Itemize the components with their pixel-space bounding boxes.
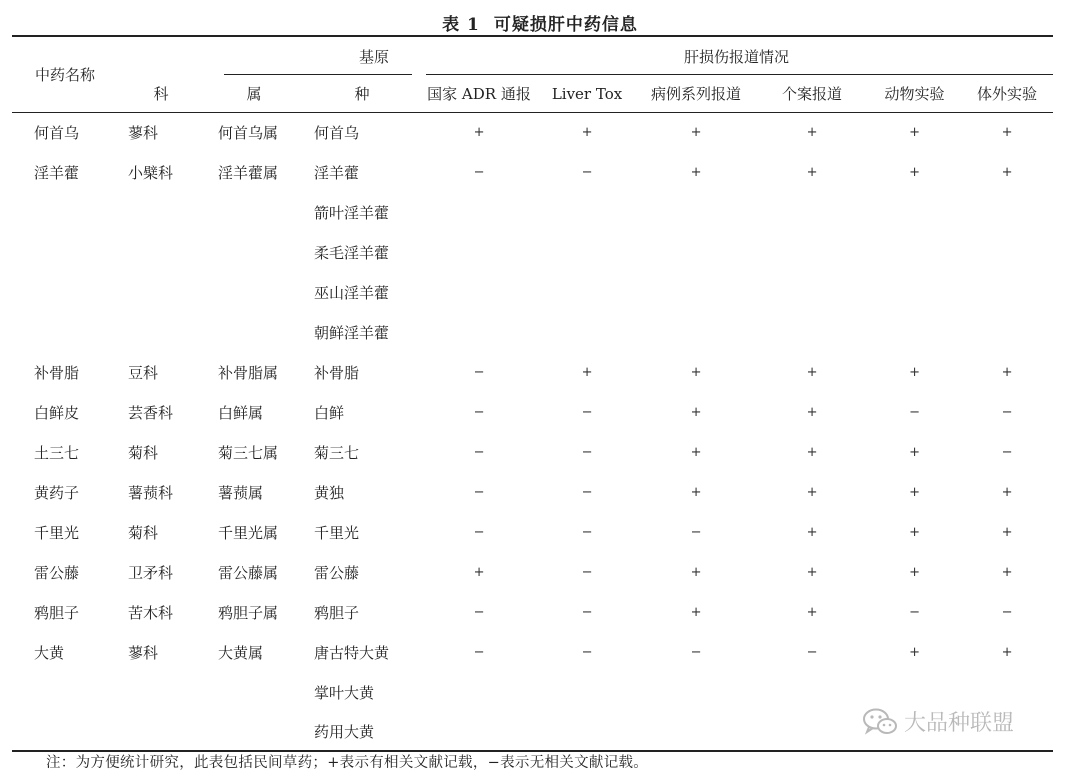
cell-name: 淫羊藿 (34, 163, 80, 182)
header-base: 基原 (118, 36, 420, 75)
table-number: 表 1 (442, 15, 480, 35)
cell-mark (636, 712, 756, 751)
cell-family: 豆科 (128, 363, 159, 382)
cell-mark: + (1001, 484, 1013, 500)
cell-species: 掌叶大黄 (314, 683, 375, 702)
cell-mark: + (806, 364, 818, 380)
header-name: 中药名称 (12, 36, 118, 113)
cell-family: 蓼科 (128, 643, 159, 662)
wechat-icon (862, 707, 898, 737)
table-row (12, 352, 1053, 392)
header-case-report: 个案报道 (782, 85, 843, 103)
cell-mark (756, 192, 868, 232)
cell-mark (636, 192, 756, 232)
cell-mark: − (581, 404, 593, 420)
cell-genus (204, 232, 304, 272)
cell-family (118, 712, 204, 751)
cell-family: 菊科 (128, 443, 159, 462)
cell-mark (538, 232, 636, 272)
header-liver: 肝损伤报道情况 (420, 36, 1053, 75)
cell-mark: + (1001, 364, 1013, 380)
table-title (0, 10, 1080, 35)
cell-mark: + (806, 164, 818, 180)
cell-species: 朝鲜淫羊藿 (314, 323, 390, 342)
cell-mark: − (473, 364, 485, 380)
table-row (12, 552, 1053, 592)
cell-genus: 菊三七属 (218, 443, 279, 462)
cell-mark (961, 192, 1053, 232)
cell-mark: + (473, 564, 485, 580)
cell-mark: + (473, 125, 485, 140)
cell-mark (961, 272, 1053, 312)
cell-species: 柔毛淫羊藿 (314, 243, 390, 262)
cell-mark: + (1001, 125, 1013, 140)
header-invitro: 体外实验 (977, 85, 1038, 103)
cell-name: 补骨脂 (34, 363, 80, 382)
cell-mark: + (909, 564, 920, 580)
cell-mark: − (473, 404, 485, 420)
cell-mark (420, 712, 538, 751)
cell-mark: + (690, 364, 702, 380)
cell-name: 雷公藤 (34, 563, 80, 582)
cell-mark: − (581, 444, 593, 460)
cell-species: 唐古特大黄 (314, 643, 390, 662)
table-row (12, 192, 1053, 232)
cell-species: 药用大黄 (314, 722, 375, 741)
cell-genus (204, 712, 304, 751)
cell-mark: + (909, 484, 920, 500)
cell-family: 芸香科 (128, 403, 174, 422)
cell-genus: 薯蓣属 (218, 483, 264, 502)
cell-mark: + (806, 125, 818, 140)
cell-mark (420, 272, 538, 312)
cell-mark (538, 672, 636, 712)
header-family: 科 (153, 85, 169, 103)
cell-family (118, 272, 204, 312)
header-livertox: Liver Tox (551, 84, 623, 103)
cell-mark (420, 192, 538, 232)
cell-name (12, 312, 118, 352)
cell-mark (636, 672, 756, 712)
cell-mark (420, 312, 538, 352)
cell-mark: + (1001, 524, 1013, 540)
table-row (12, 472, 1053, 512)
cell-mark: − (473, 644, 485, 660)
cell-family: 苦木科 (128, 603, 174, 622)
cell-species: 菊三七 (314, 443, 360, 462)
cell-mark (961, 232, 1053, 272)
cell-mark: − (473, 164, 485, 180)
cell-species: 雷公藤 (314, 563, 360, 582)
cell-mark (538, 712, 636, 751)
cell-mark (868, 312, 961, 352)
cell-family (118, 232, 204, 272)
cell-name: 黄药子 (34, 483, 80, 502)
table-row (12, 432, 1053, 472)
cell-name (12, 712, 118, 751)
cell-mark: + (690, 444, 702, 460)
cell-mark: + (909, 444, 920, 460)
herb-table (12, 35, 1053, 752)
watermark-text: 大品种联盟 (904, 711, 1015, 736)
cell-name (12, 192, 118, 232)
cell-mark: − (806, 644, 818, 660)
cell-mark: − (690, 524, 702, 540)
cell-mark: + (1001, 564, 1013, 580)
cell-mark (868, 192, 961, 232)
cell-mark (538, 192, 636, 232)
cell-mark (420, 232, 538, 272)
cell-name (12, 272, 118, 312)
cell-mark: + (1001, 644, 1013, 660)
cell-mark (636, 312, 756, 352)
cell-mark: + (909, 524, 920, 540)
cell-mark (538, 312, 636, 352)
cell-name (12, 672, 118, 712)
cell-mark: − (909, 404, 920, 420)
table-row (12, 232, 1053, 272)
cell-mark (756, 312, 868, 352)
header-animal: 动物实验 (884, 85, 945, 103)
cell-species: 淫羊藿 (314, 163, 360, 182)
cell-species: 何首乌 (314, 124, 360, 142)
cell-mark: + (690, 484, 702, 500)
cell-genus (204, 672, 304, 712)
cell-mark: + (690, 604, 702, 620)
cell-mark (756, 272, 868, 312)
table-body (12, 113, 1053, 752)
cell-family (118, 672, 204, 712)
table-header (12, 36, 1053, 113)
cell-species: 千里光 (314, 523, 360, 542)
cell-mark (636, 272, 756, 312)
cell-family: 薯蓣科 (128, 483, 174, 502)
cell-genus (204, 312, 304, 352)
table-row (12, 632, 1053, 672)
cell-mark (868, 232, 961, 272)
cell-genus: 何首乌属 (218, 124, 279, 142)
header-case-series: 病例系列报道 (651, 85, 742, 103)
cell-name: 土三七 (34, 443, 80, 462)
table-row (12, 592, 1053, 632)
cell-mark: + (690, 125, 702, 140)
table-note: 注：为方便统计研究，此表包括民间草药；+表示有相关文献记载，−表示无相关文献记载。 (46, 755, 649, 771)
cell-mark (756, 672, 868, 712)
table-row (12, 512, 1053, 552)
cell-family: 卫矛科 (128, 563, 174, 582)
cell-mark: + (806, 444, 818, 460)
cell-mark: − (1001, 444, 1013, 460)
cell-mark (961, 312, 1053, 352)
table-row (12, 152, 1053, 192)
cell-genus: 淫羊藿属 (218, 163, 279, 182)
cell-mark: + (581, 125, 593, 140)
cell-mark: + (806, 604, 818, 620)
cell-mark: − (473, 524, 485, 540)
cell-mark: + (690, 404, 702, 420)
cell-mark: − (581, 164, 593, 180)
cell-mark: − (1001, 604, 1013, 620)
cell-name (12, 232, 118, 272)
cell-mark: − (473, 444, 485, 460)
cell-mark: + (909, 364, 920, 380)
cell-genus: 千里光属 (218, 523, 279, 542)
cell-name: 鸦胆子 (34, 603, 80, 622)
cell-mark: + (909, 644, 920, 660)
cell-mark: − (581, 564, 593, 580)
table-caption: 可疑损肝中药信息 (493, 15, 638, 35)
cell-mark: − (909, 604, 920, 620)
cell-genus: 大黄属 (218, 643, 264, 662)
cell-family: 菊科 (128, 523, 159, 542)
cell-name: 白鲜皮 (34, 403, 80, 422)
cell-mark: + (806, 484, 818, 500)
cell-genus: 补骨脂属 (218, 363, 279, 382)
cell-species: 黄独 (314, 483, 345, 502)
header-genus: 属 (246, 85, 262, 103)
cell-mark: − (1001, 404, 1013, 420)
cell-mark (756, 232, 868, 272)
cell-name: 大黄 (34, 643, 65, 662)
cell-mark: + (690, 164, 702, 180)
cell-genus (204, 272, 304, 312)
cell-family (118, 192, 204, 232)
cell-genus: 雷公藤属 (218, 563, 279, 582)
cell-species: 鸦胆子 (314, 603, 360, 622)
cell-mark: + (690, 564, 702, 580)
cell-family: 小檗科 (128, 163, 174, 182)
cell-mark: + (806, 524, 818, 540)
cell-mark: − (581, 604, 593, 620)
cell-mark: − (581, 524, 593, 540)
cell-genus: 鸦胆子属 (218, 603, 279, 622)
cell-species: 箭叶淫羊藿 (314, 203, 390, 222)
cell-name: 何首乌 (34, 124, 80, 142)
table-row (12, 113, 1053, 153)
cell-genus: 白鲜属 (218, 403, 264, 422)
cell-family: 蓼科 (128, 124, 159, 142)
cell-mark: + (806, 564, 818, 580)
cell-species: 巫山淫羊藿 (314, 283, 390, 302)
watermark (862, 706, 1014, 737)
cell-family (118, 312, 204, 352)
cell-mark (756, 712, 868, 751)
header-adr: 国家 ADR 通报 (427, 85, 531, 103)
cell-mark: + (806, 404, 818, 420)
cell-mark (420, 672, 538, 712)
cell-species: 补骨脂 (314, 363, 360, 382)
table-row (12, 392, 1053, 432)
cell-name: 千里光 (34, 523, 80, 542)
cell-mark: − (690, 644, 702, 660)
table-row (12, 312, 1053, 352)
table-row (12, 272, 1053, 312)
cell-mark: − (581, 644, 593, 660)
cell-mark: − (581, 484, 593, 500)
cell-mark: − (473, 484, 485, 500)
cell-mark (538, 272, 636, 312)
cell-genus (204, 192, 304, 232)
header-species: 种 (354, 85, 370, 103)
cell-mark: + (1001, 164, 1013, 180)
cell-mark (636, 232, 756, 272)
cell-species: 白鲜 (314, 403, 345, 422)
cell-mark (868, 272, 961, 312)
cell-mark: − (473, 604, 485, 620)
cell-mark: + (581, 364, 593, 380)
cell-mark: + (909, 164, 920, 180)
cell-mark: + (909, 125, 920, 140)
